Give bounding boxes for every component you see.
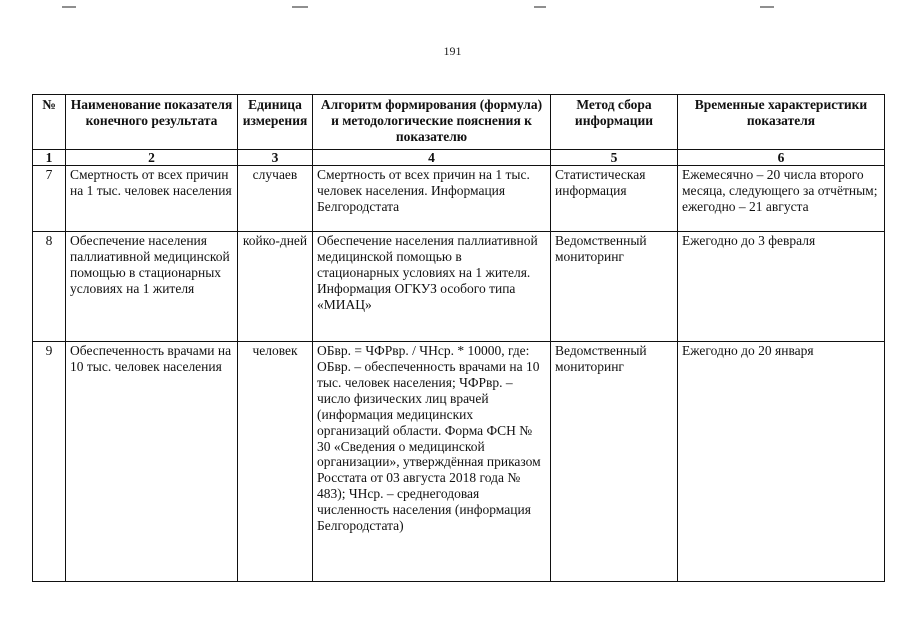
header-timing: Временные характеристики показателя [678, 95, 885, 150]
indicator-name: Обеспечение населения паллиативной медицинской помощью в стационарных условиях на 1 жителя [66, 232, 238, 342]
indicator-formula: Обеспечение населения паллиативной медицинской помощью в стационарных условиях на 1 жителя. Информация ОГКУЗ особого типа «МИАЦ» [313, 232, 551, 342]
table-header-row [33, 95, 885, 150]
column-number: 2 [66, 150, 238, 166]
column-number: 6 [678, 150, 885, 166]
header-method: Метод сбора информации [551, 95, 678, 150]
column-number: 3 [238, 150, 313, 166]
scan-mark [534, 6, 546, 8]
table-row [33, 342, 885, 582]
header-name: Наименование показателя конечного результата [66, 95, 238, 150]
indicator-formula: Смертность от всех причин на 1 тыс. человек населения. Информация Белгородстата [313, 166, 551, 232]
collection-method: Ведомственный мониторинг [551, 232, 678, 342]
indicator-name: Смертность от всех причин на 1 тыс. человек населения [66, 166, 238, 232]
timing: Ежегодно до 3 февраля [678, 232, 885, 342]
row-number: 9 [33, 342, 66, 582]
scan-mark [292, 6, 308, 8]
scan-mark [62, 6, 76, 8]
indicator-unit: случаев [238, 166, 313, 232]
scan-mark [760, 6, 774, 8]
header-unit: Единица измерения [238, 95, 313, 150]
column-number: 5 [551, 150, 678, 166]
table-row [33, 166, 885, 232]
column-number-row [33, 150, 885, 166]
indicator-unit: койко-дней [238, 232, 313, 342]
indicator-table [32, 94, 885, 582]
collection-method: Статистическая информация [551, 166, 678, 232]
indicator-formula: ОБвр. = ЧФРвр. / ЧНср. * 10000, где: ОБвр. – обеспеченность врачами на 10 тыс. человек населения; ЧФРвр. – число физических лиц врачей (информация медицинских организаций области. Форма ФСН № 30 «Сведения о медицинской организации», утверждённая приказом Росстата от 03 августа 2018 года № 483); ЧНср. – среднегодовая численность населения (информация Белгородстата) [313, 342, 551, 582]
column-number: 4 [313, 150, 551, 166]
indicator-unit: человек [238, 342, 313, 582]
collection-method: Ведомственный мониторинг [551, 342, 678, 582]
header-num: № [33, 95, 66, 150]
table-row [33, 232, 885, 342]
column-number: 1 [33, 150, 66, 166]
indicator-name: Обеспеченность врачами на 10 тыс. человек населения [66, 342, 238, 582]
row-number: 7 [33, 166, 66, 232]
header-formula: Алгоритм формирования (формула) и методологические пояснения к показателю [313, 95, 551, 150]
timing: Ежегодно до 20 января [678, 342, 885, 582]
row-number: 8 [33, 232, 66, 342]
page-number: 191 [443, 44, 462, 58]
timing: Ежемесячно – 20 числа второго месяца, следующего за отчётным; ежегодно – 21 августа [678, 166, 885, 232]
